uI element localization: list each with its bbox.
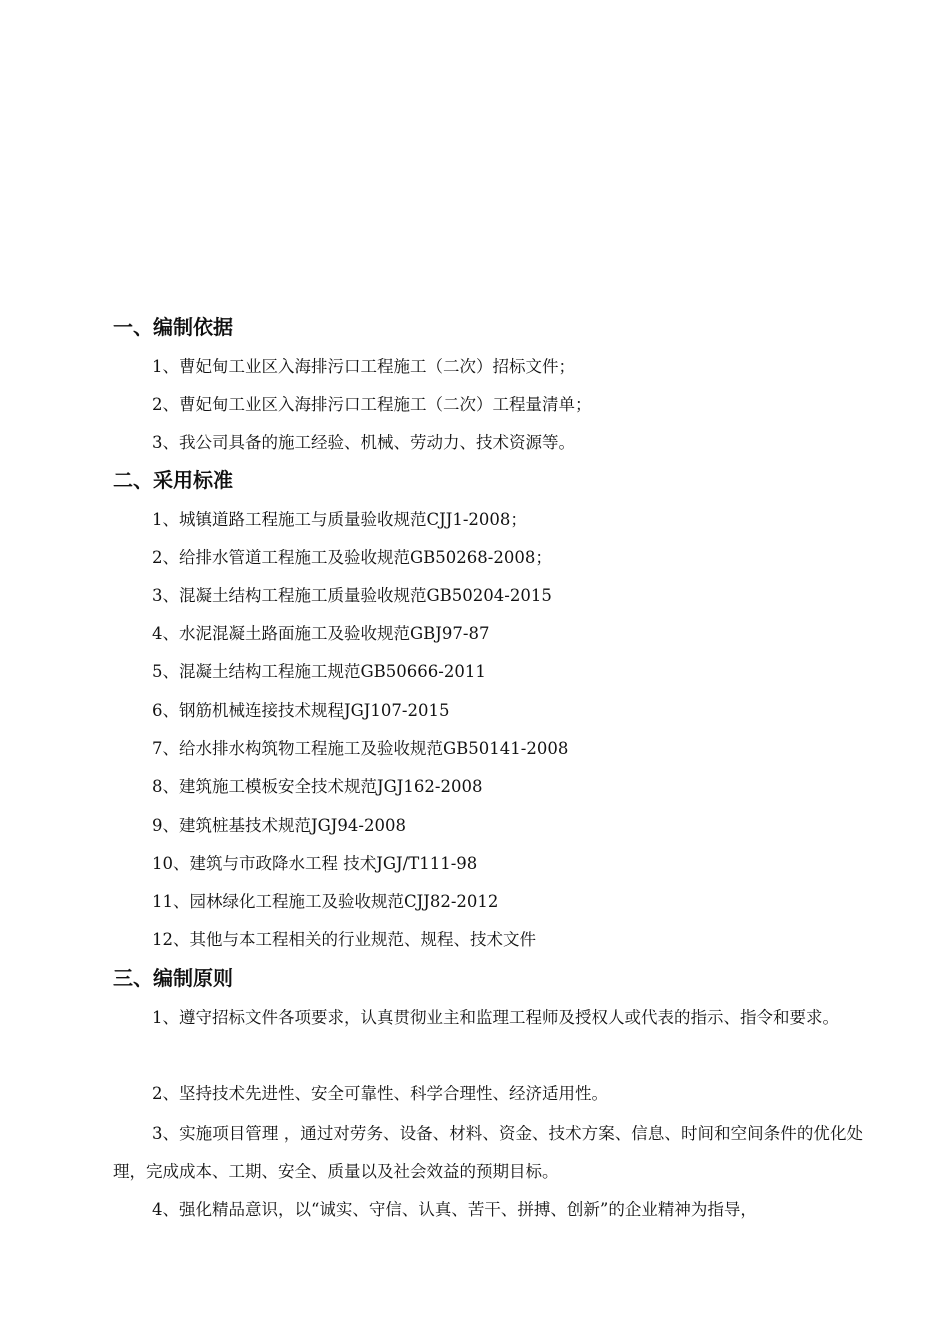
list-item: 5、混凝土结构工程施工规范GB50666-2011 <box>152 662 486 681</box>
list-item: 8、建筑施工模板安全技术规范JGJ162-2008 <box>152 777 483 796</box>
list-item: 3、混凝土结构工程施工质量验收规范GB50204-2015 <box>152 586 552 605</box>
list-item: 12、其他与本工程相关的行业规范、规程、技术文件 <box>152 930 536 949</box>
paragraph: 1、遵守招标文件各项要求，认真贯彻业主和监理工程师及授权人或代表的指示、指令和要求。 <box>152 1008 839 1027</box>
list-item: 9、建筑桩基技术规范JGJ94-2008 <box>152 816 406 835</box>
list-item: 3、我公司具备的施工经验、机械、劳动力、技术资源等。 <box>152 433 575 452</box>
paragraph: 3、实施项目管理 ，通过对劳务、设备、材料、资金、技术方案、信息、时间和空间条件的优化处理，完成成本、工期、安全、质量以及社会效益的预期目标。 <box>113 1124 863 1181</box>
list-item: 4、水泥混凝土路面施工及验收规范GBJ97-87 <box>152 624 490 643</box>
section-heading-principles: 三、编制原则 <box>113 966 233 990</box>
list-item: 10、建筑与市政降水工程 技术JGJ/T111-98 <box>152 854 478 873</box>
list-item: 6、钢筋机械连接技术规程JGJ107-2015 <box>152 701 450 720</box>
paragraph: 2、坚持技术先进性、安全可靠性、科学合理性、经济适用性。 <box>152 1084 608 1103</box>
list-item: 2、曹妃甸工业区入海排污口工程施工（二次）工程量清单； <box>152 395 592 414</box>
list-item: 1、曹妃甸工业区入海排污口工程施工（二次）招标文件； <box>152 357 575 376</box>
list-item: 2、给排水管道工程施工及验收规范GB50268-2008； <box>152 548 552 567</box>
list-item: 7、给水排水构筑物工程施工及验收规范GB50141-2008 <box>152 739 569 758</box>
section-heading-basis: 一、编制依据 <box>113 315 233 339</box>
paragraph: 4、强化精品意识，以“诚实、守信、认真、苦干、拼搏、创新”的企业精神为指导， <box>152 1200 757 1219</box>
section-heading-standards: 二、采用标准 <box>113 468 233 492</box>
list-item: 1、城镇道路工程施工与质量验收规范CJJ1-2008； <box>152 510 527 529</box>
list-item: 11、园林绿化工程施工及验收规范CJJ82-2012 <box>152 892 499 911</box>
